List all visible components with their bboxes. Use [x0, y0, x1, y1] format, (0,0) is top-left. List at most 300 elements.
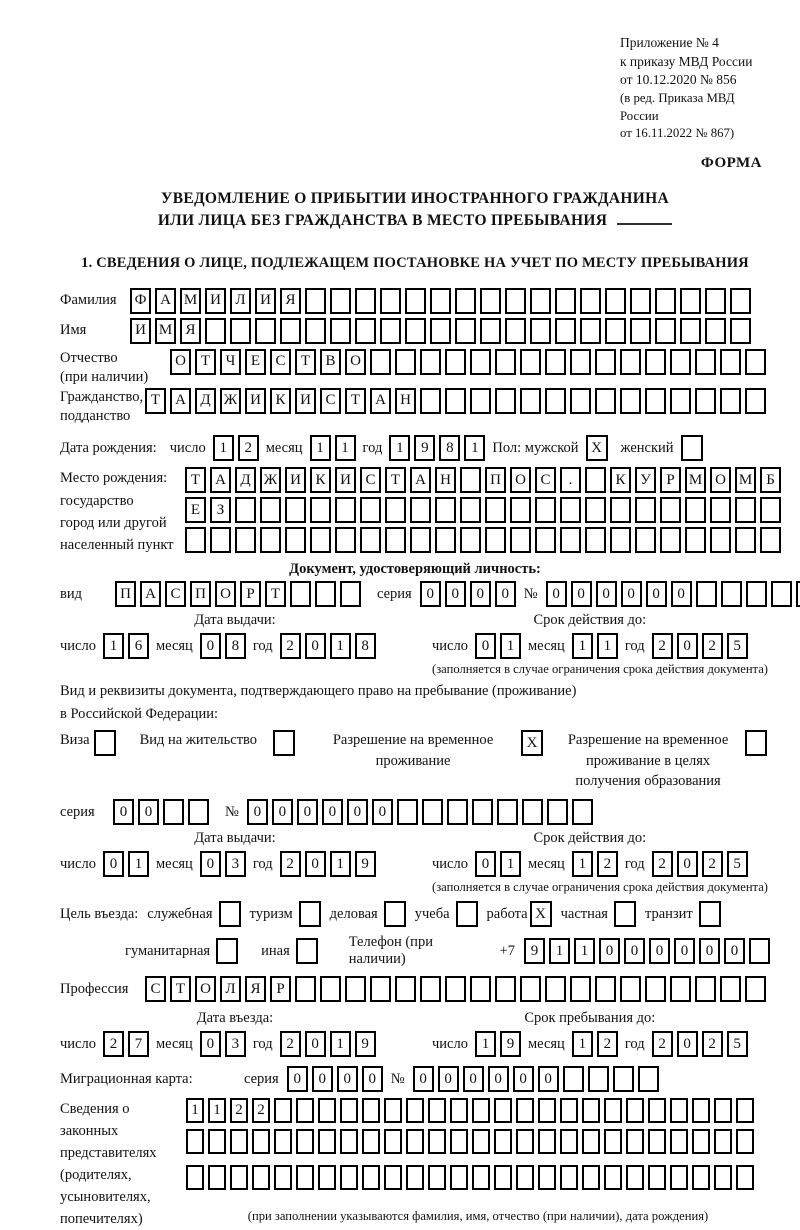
- char-cell[interactable]: [395, 349, 416, 375]
- char-cell[interactable]: [186, 1165, 204, 1190]
- char-cell[interactable]: [445, 976, 466, 1002]
- char-cell[interactable]: [310, 527, 331, 553]
- identity-type-cells[interactable]: [115, 581, 361, 607]
- char-cell[interactable]: [760, 527, 781, 553]
- char-cell[interactable]: 0: [699, 938, 720, 964]
- char-cell[interactable]: [355, 318, 376, 344]
- char-cell[interactable]: 1: [330, 633, 351, 659]
- char-cell[interactable]: [360, 497, 381, 523]
- char-cell[interactable]: [580, 318, 601, 344]
- char-cell[interactable]: [538, 1129, 556, 1154]
- char-cell[interactable]: [730, 288, 751, 314]
- char-cell[interactable]: [563, 1066, 584, 1092]
- representatives-cells-row-3[interactable]: [186, 1165, 754, 1190]
- char-cell[interactable]: [510, 527, 531, 553]
- char-cell[interactable]: 1: [186, 1098, 204, 1123]
- char-cell[interactable]: 1: [213, 435, 234, 461]
- residence-option-temp-residence-checkbox[interactable]: X: [521, 730, 543, 756]
- char-cell[interactable]: [310, 497, 331, 523]
- char-cell[interactable]: [252, 1165, 270, 1190]
- char-cell[interactable]: [460, 527, 481, 553]
- char-cell[interactable]: З: [210, 497, 231, 523]
- char-cell[interactable]: 1: [330, 1031, 351, 1057]
- citizenship-cells[interactable]: [145, 388, 766, 414]
- char-cell[interactable]: О: [710, 467, 731, 493]
- char-cell[interactable]: И: [205, 288, 226, 314]
- char-cell[interactable]: 1: [208, 1098, 226, 1123]
- char-cell[interactable]: [495, 388, 516, 414]
- char-cell[interactable]: .: [560, 467, 581, 493]
- char-cell[interactable]: А: [210, 467, 231, 493]
- char-cell[interactable]: [406, 1098, 424, 1123]
- char-cell[interactable]: 1: [549, 938, 570, 964]
- char-cell[interactable]: [410, 527, 431, 553]
- char-cell[interactable]: 0: [362, 1066, 383, 1092]
- char-cell[interactable]: [420, 349, 441, 375]
- char-cell[interactable]: [472, 1129, 490, 1154]
- char-cell[interactable]: [340, 1165, 358, 1190]
- char-cell[interactable]: [645, 976, 666, 1002]
- purpose-option-humanitarian-checkbox[interactable]: [216, 938, 238, 964]
- char-cell[interactable]: 0: [677, 633, 698, 659]
- char-cell[interactable]: Т: [195, 349, 216, 375]
- char-cell[interactable]: А: [370, 388, 391, 414]
- char-cell[interactable]: [582, 1129, 600, 1154]
- char-cell[interactable]: 1: [464, 435, 485, 461]
- permit-valid-year-cells[interactable]: [652, 851, 748, 877]
- char-cell[interactable]: О: [510, 467, 531, 493]
- purpose-option-business-checkbox[interactable]: [384, 901, 406, 927]
- char-cell[interactable]: [520, 976, 541, 1002]
- char-cell[interactable]: 0: [247, 799, 268, 825]
- char-cell[interactable]: [208, 1129, 226, 1154]
- char-cell[interactable]: [188, 799, 209, 825]
- phone-cells[interactable]: [524, 938, 770, 964]
- char-cell[interactable]: [530, 288, 551, 314]
- char-cell[interactable]: 0: [200, 633, 221, 659]
- char-cell[interactable]: [605, 288, 626, 314]
- char-cell[interactable]: [613, 1066, 634, 1092]
- identity-valid-month-cells[interactable]: [572, 633, 618, 659]
- char-cell[interactable]: [494, 1098, 512, 1123]
- char-cell[interactable]: И: [335, 467, 356, 493]
- char-cell[interactable]: 1: [310, 435, 331, 461]
- char-cell[interactable]: 0: [200, 1031, 221, 1057]
- char-cell[interactable]: [472, 1165, 490, 1190]
- char-cell[interactable]: [205, 318, 226, 344]
- char-cell[interactable]: [560, 527, 581, 553]
- char-cell[interactable]: [485, 527, 506, 553]
- char-cell[interactable]: 0: [347, 799, 368, 825]
- char-cell[interactable]: С: [165, 581, 186, 607]
- entry-month-cells[interactable]: [200, 1031, 246, 1057]
- char-cell[interactable]: [384, 1165, 402, 1190]
- char-cell[interactable]: [638, 1066, 659, 1092]
- char-cell[interactable]: [735, 527, 756, 553]
- char-cell[interactable]: [335, 527, 356, 553]
- char-cell[interactable]: 0: [103, 851, 124, 877]
- char-cell[interactable]: [620, 976, 641, 1002]
- char-cell[interactable]: [397, 799, 418, 825]
- char-cell[interactable]: 9: [355, 1031, 376, 1057]
- char-cell[interactable]: [208, 1165, 226, 1190]
- char-cell[interactable]: [610, 527, 631, 553]
- char-cell[interactable]: [516, 1098, 534, 1123]
- char-cell[interactable]: [746, 581, 767, 607]
- sex-male-checkbox[interactable]: X: [586, 435, 608, 461]
- char-cell[interactable]: 3: [225, 851, 246, 877]
- stay-until-year-cells[interactable]: [652, 1031, 748, 1057]
- char-cell[interactable]: 1: [572, 633, 593, 659]
- char-cell[interactable]: [735, 497, 756, 523]
- char-cell[interactable]: 7: [128, 1031, 149, 1057]
- char-cell[interactable]: 0: [287, 1066, 308, 1092]
- char-cell[interactable]: Т: [265, 581, 286, 607]
- char-cell[interactable]: [406, 1165, 424, 1190]
- char-cell[interactable]: 1: [128, 851, 149, 877]
- char-cell[interactable]: 0: [596, 581, 617, 607]
- char-cell[interactable]: [235, 527, 256, 553]
- char-cell[interactable]: [588, 1066, 609, 1092]
- char-cell[interactable]: [230, 318, 251, 344]
- char-cell[interactable]: [447, 799, 468, 825]
- char-cell[interactable]: 0: [671, 581, 692, 607]
- char-cell[interactable]: [720, 976, 741, 1002]
- char-cell[interactable]: 1: [574, 938, 595, 964]
- permit-series-cells[interactable]: [113, 799, 209, 825]
- char-cell[interactable]: [230, 1165, 248, 1190]
- char-cell[interactable]: [455, 318, 476, 344]
- char-cell[interactable]: [760, 497, 781, 523]
- char-cell[interactable]: [585, 497, 606, 523]
- char-cell[interactable]: [330, 288, 351, 314]
- char-cell[interactable]: [305, 318, 326, 344]
- char-cell[interactable]: И: [245, 388, 266, 414]
- purpose-option-tourism-checkbox[interactable]: [299, 901, 321, 927]
- char-cell[interactable]: [315, 581, 336, 607]
- char-cell[interactable]: [362, 1129, 380, 1154]
- char-cell[interactable]: [480, 318, 501, 344]
- char-cell[interactable]: [296, 1129, 314, 1154]
- char-cell[interactable]: 2: [597, 1031, 618, 1057]
- char-cell[interactable]: [340, 1129, 358, 1154]
- char-cell[interactable]: [595, 349, 616, 375]
- char-cell[interactable]: 0: [475, 633, 496, 659]
- char-cell[interactable]: [186, 1129, 204, 1154]
- char-cell[interactable]: [340, 1098, 358, 1123]
- char-cell[interactable]: 0: [677, 1031, 698, 1057]
- char-cell[interactable]: В: [320, 349, 341, 375]
- char-cell[interactable]: 2: [252, 1098, 270, 1123]
- char-cell[interactable]: 0: [674, 938, 695, 964]
- char-cell[interactable]: Л: [230, 288, 251, 314]
- char-cell[interactable]: С: [320, 388, 341, 414]
- char-cell[interactable]: [655, 288, 676, 314]
- char-cell[interactable]: 2: [652, 633, 673, 659]
- residence-option-visa-checkbox[interactable]: [94, 730, 116, 756]
- char-cell[interactable]: Т: [345, 388, 366, 414]
- char-cell[interactable]: Я: [280, 288, 301, 314]
- char-cell[interactable]: 0: [337, 1066, 358, 1092]
- char-cell[interactable]: А: [140, 581, 161, 607]
- char-cell[interactable]: Е: [245, 349, 266, 375]
- char-cell[interactable]: 0: [312, 1066, 333, 1092]
- char-cell[interactable]: [235, 497, 256, 523]
- char-cell[interactable]: 8: [355, 633, 376, 659]
- char-cell[interactable]: [736, 1098, 754, 1123]
- char-cell[interactable]: [745, 349, 766, 375]
- char-cell[interactable]: Е: [185, 497, 206, 523]
- permit-issue-year-cells[interactable]: [280, 851, 376, 877]
- char-cell[interactable]: Т: [145, 388, 166, 414]
- char-cell[interactable]: [605, 318, 626, 344]
- char-cell[interactable]: [555, 318, 576, 344]
- char-cell[interactable]: [296, 1165, 314, 1190]
- char-cell[interactable]: [560, 1165, 578, 1190]
- char-cell[interactable]: Н: [395, 388, 416, 414]
- migration-number-cells[interactable]: [413, 1066, 659, 1092]
- char-cell[interactable]: С: [535, 467, 556, 493]
- char-cell[interactable]: [582, 1098, 600, 1123]
- purpose-option-transit-checkbox[interactable]: [699, 901, 721, 927]
- char-cell[interactable]: Ж: [220, 388, 241, 414]
- char-cell[interactable]: [570, 349, 591, 375]
- char-cell[interactable]: [620, 349, 641, 375]
- char-cell[interactable]: [516, 1129, 534, 1154]
- char-cell[interactable]: [695, 388, 716, 414]
- char-cell[interactable]: 2: [652, 851, 673, 877]
- identity-valid-day-cells[interactable]: [475, 633, 521, 659]
- char-cell[interactable]: О: [345, 349, 366, 375]
- char-cell[interactable]: [318, 1098, 336, 1123]
- char-cell[interactable]: Я: [245, 976, 266, 1002]
- char-cell[interactable]: 2: [280, 851, 301, 877]
- char-cell[interactable]: 0: [463, 1066, 484, 1092]
- char-cell[interactable]: [450, 1165, 468, 1190]
- char-cell[interactable]: [295, 976, 316, 1002]
- char-cell[interactable]: [450, 1129, 468, 1154]
- char-cell[interactable]: [405, 318, 426, 344]
- char-cell[interactable]: [745, 976, 766, 1002]
- char-cell[interactable]: [420, 388, 441, 414]
- char-cell[interactable]: [285, 527, 306, 553]
- char-cell[interactable]: [395, 976, 416, 1002]
- char-cell[interactable]: Т: [170, 976, 191, 1002]
- char-cell[interactable]: [560, 497, 581, 523]
- char-cell[interactable]: Р: [240, 581, 261, 607]
- char-cell[interactable]: М: [180, 288, 201, 314]
- char-cell[interactable]: 0: [546, 581, 567, 607]
- char-cell[interactable]: [626, 1165, 644, 1190]
- char-cell[interactable]: [705, 318, 726, 344]
- char-cell[interactable]: [771, 581, 792, 607]
- char-cell[interactable]: [595, 388, 616, 414]
- char-cell[interactable]: 0: [305, 633, 326, 659]
- char-cell[interactable]: [260, 497, 281, 523]
- char-cell[interactable]: А: [170, 388, 191, 414]
- char-cell[interactable]: С: [270, 349, 291, 375]
- char-cell[interactable]: [428, 1098, 446, 1123]
- char-cell[interactable]: 2: [597, 851, 618, 877]
- char-cell[interactable]: [422, 799, 443, 825]
- char-cell[interactable]: 1: [572, 1031, 593, 1057]
- char-cell[interactable]: [516, 1165, 534, 1190]
- identity-series-cells[interactable]: [420, 581, 516, 607]
- char-cell[interactable]: [274, 1165, 292, 1190]
- char-cell[interactable]: И: [255, 288, 276, 314]
- char-cell[interactable]: [705, 288, 726, 314]
- char-cell[interactable]: [370, 976, 391, 1002]
- char-cell[interactable]: 0: [513, 1066, 534, 1092]
- char-cell[interactable]: [274, 1129, 292, 1154]
- char-cell[interactable]: [645, 349, 666, 375]
- char-cell[interactable]: [230, 1129, 248, 1154]
- char-cell[interactable]: 0: [495, 581, 516, 607]
- char-cell[interactable]: [435, 497, 456, 523]
- char-cell[interactable]: 0: [420, 581, 441, 607]
- char-cell[interactable]: 0: [624, 938, 645, 964]
- char-cell[interactable]: Я: [180, 318, 201, 344]
- purpose-option-other-checkbox[interactable]: [296, 938, 318, 964]
- sex-female-checkbox[interactable]: [681, 435, 703, 461]
- char-cell[interactable]: [480, 288, 501, 314]
- char-cell[interactable]: 0: [322, 799, 343, 825]
- char-cell[interactable]: [520, 349, 541, 375]
- char-cell[interactable]: [455, 288, 476, 314]
- char-cell[interactable]: 8: [225, 633, 246, 659]
- char-cell[interactable]: [630, 318, 651, 344]
- char-cell[interactable]: [274, 1098, 292, 1123]
- char-cell[interactable]: [604, 1129, 622, 1154]
- char-cell[interactable]: [714, 1129, 732, 1154]
- char-cell[interactable]: [730, 318, 751, 344]
- char-cell[interactable]: И: [285, 467, 306, 493]
- char-cell[interactable]: Т: [385, 467, 406, 493]
- char-cell[interactable]: 0: [677, 851, 698, 877]
- char-cell[interactable]: 1: [389, 435, 410, 461]
- char-cell[interactable]: Т: [185, 467, 206, 493]
- char-cell[interactable]: [626, 1098, 644, 1123]
- char-cell[interactable]: [535, 497, 556, 523]
- char-cell[interactable]: [450, 1098, 468, 1123]
- char-cell[interactable]: [360, 527, 381, 553]
- permit-number-cells[interactable]: [247, 799, 593, 825]
- char-cell[interactable]: 8: [439, 435, 460, 461]
- stay-until-month-cells[interactable]: [572, 1031, 618, 1057]
- char-cell[interactable]: [680, 318, 701, 344]
- char-cell[interactable]: О: [215, 581, 236, 607]
- char-cell[interactable]: [305, 288, 326, 314]
- char-cell[interactable]: [362, 1165, 380, 1190]
- char-cell[interactable]: [428, 1165, 446, 1190]
- char-cell[interactable]: Н: [435, 467, 456, 493]
- char-cell[interactable]: 0: [413, 1066, 434, 1092]
- char-cell[interactable]: Ч: [220, 349, 241, 375]
- char-cell[interactable]: Л: [220, 976, 241, 1002]
- char-cell[interactable]: [430, 318, 451, 344]
- char-cell[interactable]: [497, 799, 518, 825]
- char-cell[interactable]: А: [155, 288, 176, 314]
- char-cell[interactable]: [252, 1129, 270, 1154]
- char-cell[interactable]: 5: [727, 851, 748, 877]
- stay-until-day-cells[interactable]: [475, 1031, 521, 1057]
- profession-cells[interactable]: [145, 976, 766, 1002]
- char-cell[interactable]: [720, 349, 741, 375]
- char-cell[interactable]: 2: [702, 1031, 723, 1057]
- char-cell[interactable]: П: [115, 581, 136, 607]
- char-cell[interactable]: Ф: [130, 288, 151, 314]
- char-cell[interactable]: 9: [355, 851, 376, 877]
- char-cell[interactable]: 0: [372, 799, 393, 825]
- char-cell[interactable]: [660, 497, 681, 523]
- char-cell[interactable]: Т: [295, 349, 316, 375]
- char-cell[interactable]: [710, 497, 731, 523]
- char-cell[interactable]: [745, 388, 766, 414]
- char-cell[interactable]: [736, 1129, 754, 1154]
- char-cell[interactable]: [720, 388, 741, 414]
- char-cell[interactable]: [472, 1098, 490, 1123]
- char-cell[interactable]: М: [685, 467, 706, 493]
- char-cell[interactable]: [370, 349, 391, 375]
- char-cell[interactable]: [470, 349, 491, 375]
- char-cell[interactable]: 1: [475, 1031, 496, 1057]
- char-cell[interactable]: [545, 349, 566, 375]
- char-cell[interactable]: 9: [500, 1031, 521, 1057]
- char-cell[interactable]: [692, 1165, 710, 1190]
- char-cell[interactable]: [495, 976, 516, 1002]
- char-cell[interactable]: [648, 1098, 666, 1123]
- char-cell[interactable]: 5: [727, 1031, 748, 1057]
- char-cell[interactable]: 5: [727, 633, 748, 659]
- char-cell[interactable]: 0: [445, 581, 466, 607]
- char-cell[interactable]: [630, 288, 651, 314]
- char-cell[interactable]: [538, 1165, 556, 1190]
- char-cell[interactable]: [355, 288, 376, 314]
- permit-valid-month-cells[interactable]: [572, 851, 618, 877]
- birth-year-cells[interactable]: [389, 435, 485, 461]
- char-cell[interactable]: [494, 1165, 512, 1190]
- identity-issue-year-cells[interactable]: [280, 633, 376, 659]
- char-cell[interactable]: 1: [597, 633, 618, 659]
- char-cell[interactable]: К: [310, 467, 331, 493]
- char-cell[interactable]: 6: [128, 633, 149, 659]
- char-cell[interactable]: [604, 1165, 622, 1190]
- char-cell[interactable]: Р: [660, 467, 681, 493]
- char-cell[interactable]: [620, 388, 641, 414]
- char-cell[interactable]: [547, 799, 568, 825]
- char-cell[interactable]: [710, 527, 731, 553]
- char-cell[interactable]: 0: [538, 1066, 559, 1092]
- char-cell[interactable]: [736, 1165, 754, 1190]
- char-cell[interactable]: 9: [524, 938, 545, 964]
- char-cell[interactable]: [285, 497, 306, 523]
- char-cell[interactable]: [470, 976, 491, 1002]
- char-cell[interactable]: О: [195, 976, 216, 1002]
- char-cell[interactable]: [648, 1165, 666, 1190]
- migration-series-cells[interactable]: [287, 1066, 383, 1092]
- char-cell[interactable]: 2: [103, 1031, 124, 1057]
- char-cell[interactable]: [692, 1098, 710, 1123]
- purpose-option-study-checkbox[interactable]: [456, 901, 478, 927]
- char-cell[interactable]: [485, 497, 506, 523]
- char-cell[interactable]: [318, 1129, 336, 1154]
- char-cell[interactable]: [405, 288, 426, 314]
- char-cell[interactable]: [406, 1129, 424, 1154]
- char-cell[interactable]: П: [190, 581, 211, 607]
- char-cell[interactable]: [585, 527, 606, 553]
- char-cell[interactable]: 0: [646, 581, 667, 607]
- purpose-option-work-checkbox[interactable]: X: [530, 901, 552, 927]
